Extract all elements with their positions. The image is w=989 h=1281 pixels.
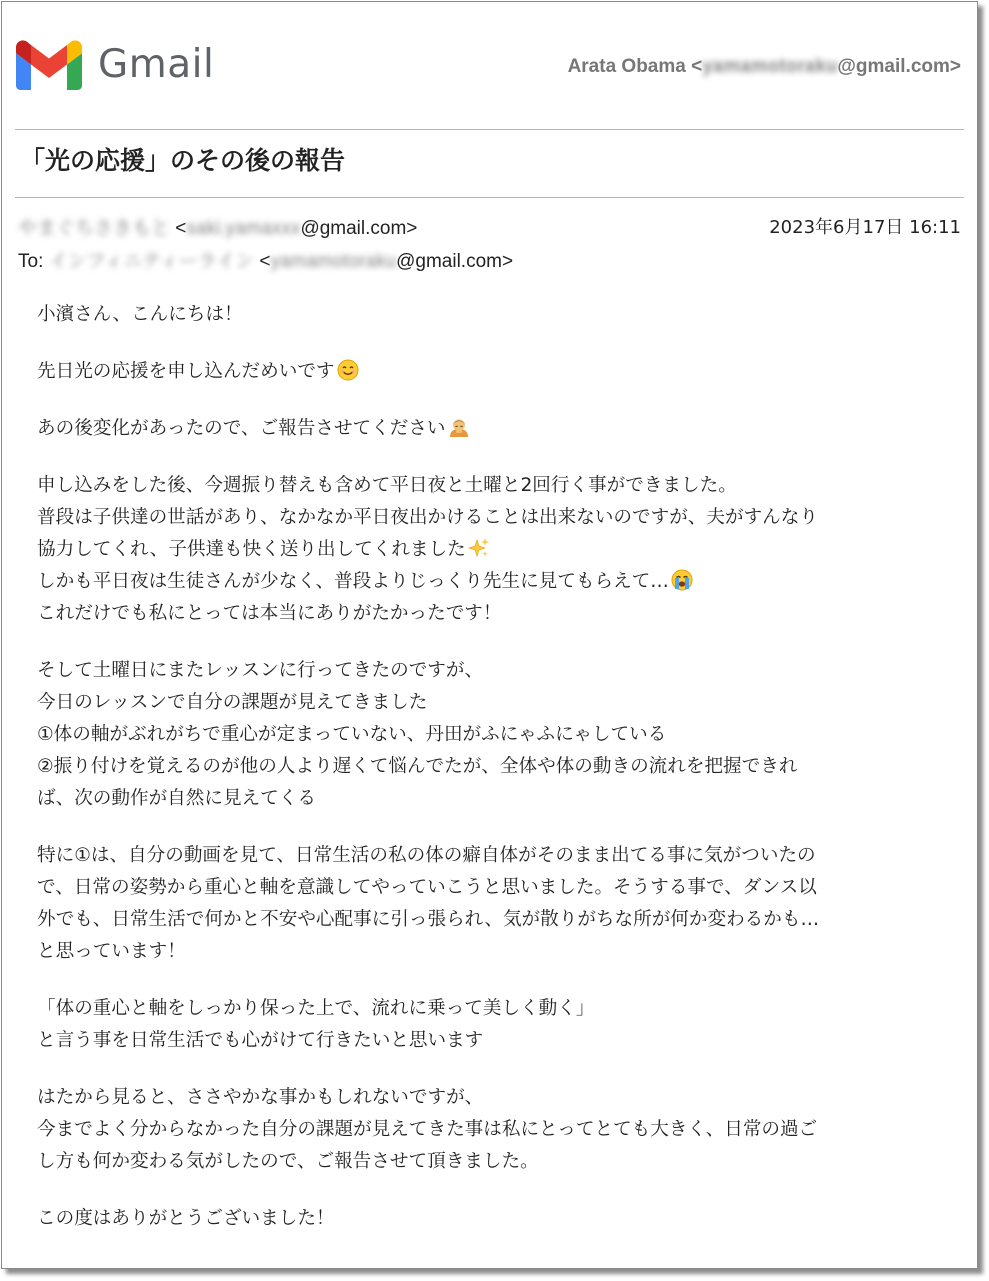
gmail-wordmark: Gmail: [98, 42, 215, 87]
account-email-domain: @gmail.com>: [837, 56, 961, 77]
account-label: [568, 56, 961, 78]
body-line: [37, 356, 952, 388]
body-line: で、日常の姿勢から重心と軸を意識してやっていこうと思いました。そうする事で、ダンス以: [37, 877, 817, 898]
body-line: この度はありがとうございました！: [37, 1208, 335, 1229]
body-line: これだけでも私にとっては本当にありがたかったです！: [37, 603, 502, 624]
paragraph-lesson: [37, 655, 952, 815]
to-label: To:: [18, 251, 44, 272]
body-text: しかも平日夜は生徒さんが少なく、普段よりじっくり先生に見てもらえて…: [37, 571, 669, 592]
body-line: と言う事を日常生活でも心がけて行きたいと思います: [37, 1030, 484, 1051]
body-text: 先日光の応援を申し込んだめいです: [37, 361, 335, 382]
sender-email-domain: @gmail.com>: [300, 218, 418, 239]
body-line: ①体の軸がぶれがちで重心が定まっていない、丹田がふにゃふにゃしている: [37, 724, 667, 745]
body-text: 協力してくれ、子供達も快く送り出してくれました: [37, 539, 466, 560]
body-text: あの後変化があったので、ご報告させてください: [37, 418, 446, 439]
recipient-name-redacted: インフィニティーライン: [48, 251, 255, 272]
body-line: [37, 534, 952, 566]
body-line: 特に①は、自分の動画を見て、日常生活の私の体の癖自体がそのまま出てる事に気がついたの: [37, 845, 816, 866]
recipient-email-open: <: [259, 251, 271, 272]
paragraph-reflection: [37, 840, 952, 968]
recipient-email-user-redacted: yamamotoraku: [270, 251, 397, 272]
body-line: 小濱さん、こんにちは！: [37, 304, 243, 325]
email-print-page: [1, 1, 978, 1269]
paragraph-report: [37, 413, 952, 445]
body-line: ②振り付けを覚えるのが他の人より遅くて悩んでたが、全体や体の動きの流れを把握できれ: [37, 756, 798, 777]
body-line: 普段は子供達の世話があり、なかなか平日夜出かけることは出来ないのですが、夫がすんなり: [37, 507, 818, 528]
paragraph-greeting: [37, 299, 952, 331]
email-body: [37, 299, 952, 1235]
body-line: 外でも、日常生活で何かと不安や心配事に引っ張られ、気が散りがちな所が何か変わるかも…: [37, 909, 820, 930]
sender-line: [18, 213, 417, 240]
body-line: [37, 566, 952, 598]
recipient-email-domain: @gmail.com>: [396, 251, 514, 272]
paragraph-goal: [37, 993, 952, 1057]
body-line: 今日のレッスンで自分の課題が見えてきました: [37, 692, 428, 713]
email-date: 2023年6月17日 16:11: [769, 217, 961, 238]
sparkles-icon: [468, 537, 490, 559]
paragraph-attendance: [37, 470, 952, 630]
subject-divider: [15, 197, 964, 198]
body-line: [37, 413, 952, 445]
sender-email-open: <: [175, 218, 187, 239]
body-line: 今までよく分からなかった自分の課題が見えてきた事は私にとってとても大きく、日常の過ご: [37, 1119, 818, 1140]
gmail-logo-icon: [16, 40, 82, 90]
account-email-user-redacted: yamamotoraku: [702, 56, 838, 77]
header-divider: [15, 129, 964, 130]
body-line: と思っています！: [37, 941, 186, 962]
body-line: 申し込みをした後、今週振り替えも含めて平日夜と土曜と2回行く事ができました。: [37, 475, 737, 496]
body-line: し方も何か変わる気がしたので、ご報告させて頂きました。: [37, 1151, 539, 1172]
sender-email-user-redacted: saki.yamaxxx: [186, 218, 301, 239]
account-name: Arata Obama: [567, 56, 686, 77]
paragraph-closing-note: [37, 1082, 952, 1178]
recipient-line: [18, 246, 513, 273]
body-line: 「体の重心と軸をしっかり保った上で、流れに乗って美しく動く」: [37, 998, 595, 1019]
bowing-person-icon: [448, 416, 470, 438]
smiling-face-icon: [337, 359, 359, 381]
body-line: はたから見ると、ささやかな事かもしれないですが、: [37, 1087, 484, 1108]
loudly-crying-face-icon: [671, 569, 693, 591]
body-line: そして土曜日にまたレッスンに行ってきたのですが、: [37, 660, 484, 681]
email-subject: 「光の応援」のその後の報告: [20, 146, 346, 175]
paragraph-intro: [37, 356, 952, 388]
paragraph-thanks: [37, 1203, 952, 1235]
account-email-open: <: [691, 56, 703, 77]
sender-name-redacted: やまぐちさきもと: [18, 218, 171, 239]
body-line: ば、次の動作が自然に見えてくる: [37, 788, 316, 809]
